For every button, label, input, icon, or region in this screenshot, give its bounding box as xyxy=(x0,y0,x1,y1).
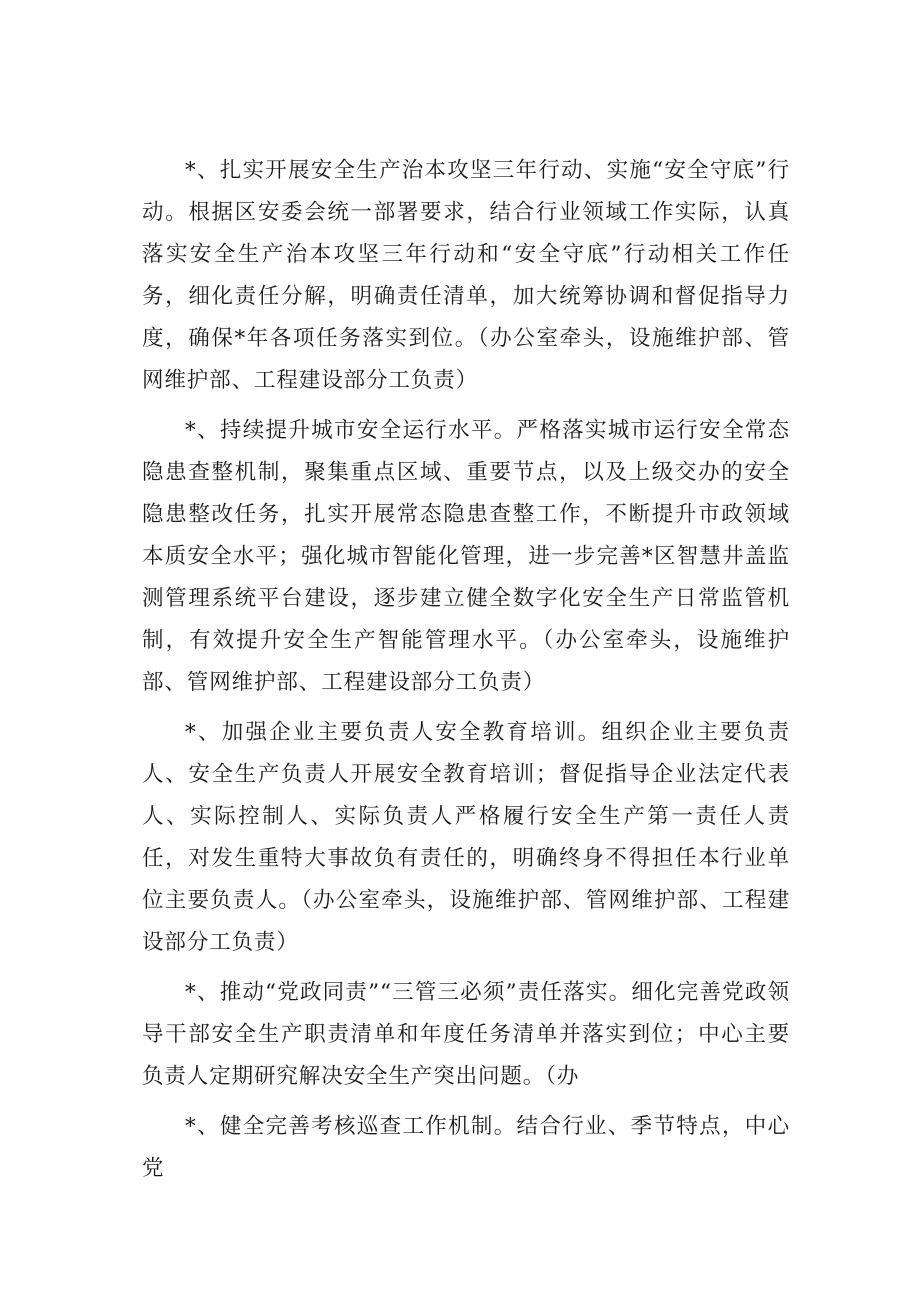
paragraph-work-item-2: *、持续提升城市安全运行水平。严格落实城市运行安全常态隐患查整机制，聚集重点区域、重要节点，以及上级交办的安全隐患整改任务，扎实开展常态隐患查整工作，不断提升市政领域本质安全水平；强化城市智能化管理，进一步完善*区智慧井盖监测管理系统平台建设，逐步建立健全数字化安全生产日常监管机制，有效提升安全生产智能管理水平。（办公室牵头，设施维护部、管网维护部、工程建设部分工负责） xyxy=(142,418,790,695)
paragraph-work-item-1: *、扎实开展安全生产治本攻坚三年行动、实施“安全守底”行动。根据区安委会统一部署要求，结合行业领域工作实际，认真落实安全生产治本攻坚三年行动和“安全守底”行动相关工作任务，细化责任分解，明确责任清单，加大统筹协调和督促指导力度，确保*年各项任务落实到位。（办公室牵头，设施维护部、管网维护部、工程建设部分工负责） xyxy=(142,158,790,393)
document-body xyxy=(142,150,790,1198)
paragraph-work-item-3: *、加强企业主要负责人安全教育培训。组织企业主要负责人、安全生产负责人开展安全教育培训；督促指导企业法定代表人、实际控制人、实际负责人严格履行安全生产第一责任人责任，对发生重特大事故负有责任的，明确终身不得担任本行业单位主要负责人。（办公室牵头，设施维护部、管网维护部、工程建设部分工负责） xyxy=(142,720,790,955)
paragraph-work-item-4: *、推动“党政同责”“三管三必须”责任落实。细化完善党政领导干部安全生产职责清单和年度任务清单并落实到位；中心主要负责人定期研究解决安全生产突出问题。（办 xyxy=(142,980,790,1089)
paragraph-work-item-5: *、健全完善考核巡查工作机制。结合行业、季节特点，中心党 xyxy=(142,1114,790,1181)
